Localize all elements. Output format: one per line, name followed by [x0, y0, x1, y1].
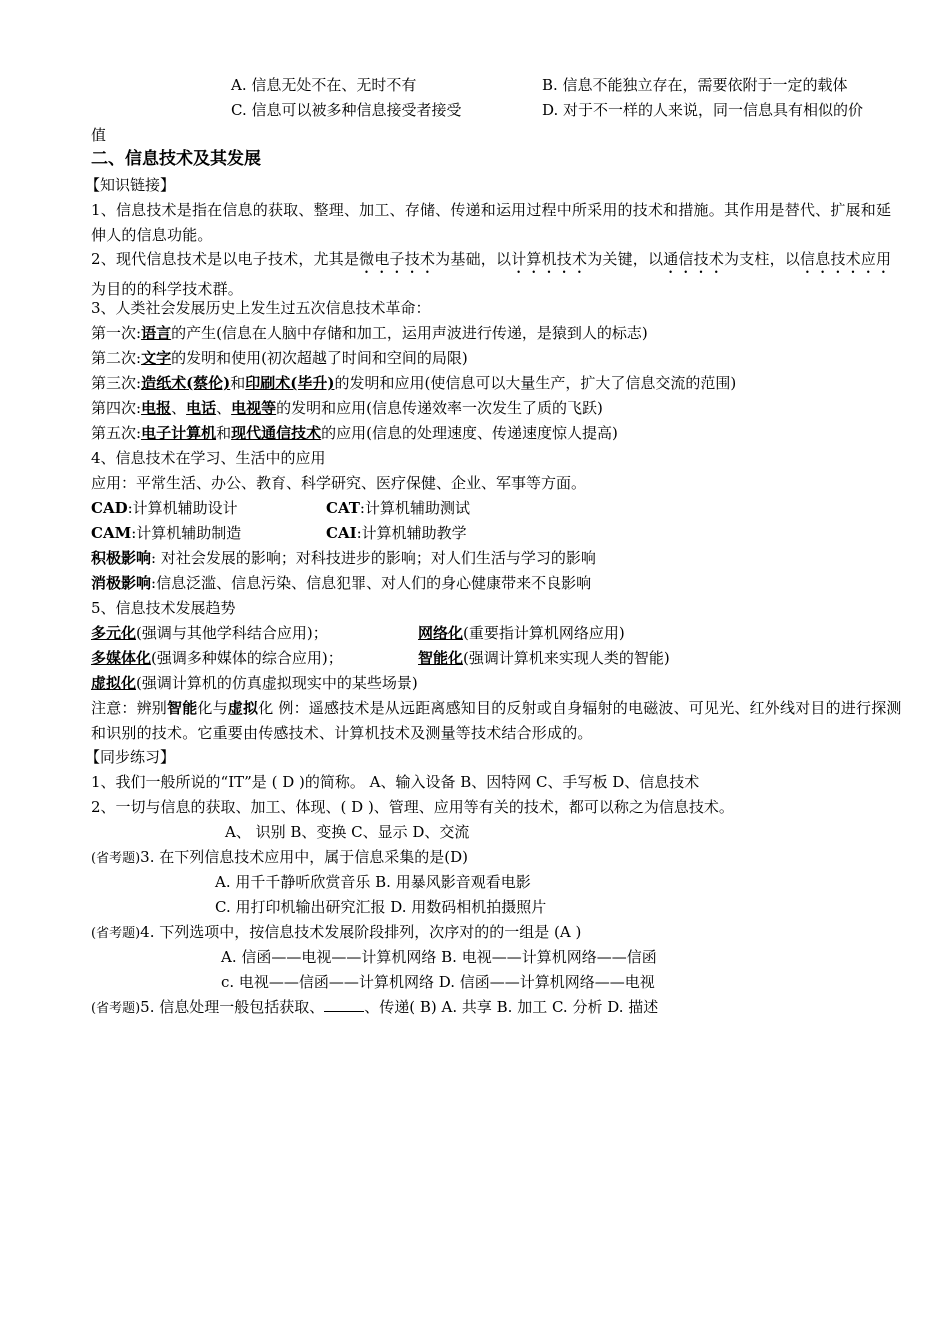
rev-keyword: 语言 [141, 324, 172, 342]
question-text: 5. 信息处理一般包括获取、 [140, 998, 325, 1016]
p2-text: 为目的的科学技术群。 [91, 280, 244, 298]
option-c: C. 信息可以被多种信息接受者接受 [231, 101, 462, 119]
rev-label: 第二次: [91, 349, 142, 367]
trend-key: 多元化 [91, 624, 137, 642]
rev-desc: 的发明和使用(初次超越了时间和空间的局限) [171, 349, 468, 367]
trend-key: 虚拟化 [91, 674, 137, 692]
revolution-4 [91, 397, 603, 419]
question-5 [91, 996, 658, 1018]
rev-joiner: 、 [171, 399, 187, 417]
impact-key: 积极影响 [91, 549, 152, 567]
rev-joiner: 和 [216, 424, 232, 442]
question-4-options-2: c. 电视——信函——计算机网络 D. 信函——计算机网络——电视 [221, 973, 655, 991]
rev-keyword: 电话 [186, 399, 217, 417]
question-text: 、传递( B) A. 共享 B. 加工 C. 分析 D. 描述 [364, 998, 659, 1016]
trend-key: 智能化 [418, 649, 464, 667]
rev-joiner: 、 [216, 399, 232, 417]
option-b: B. 信息不能独立存在，需要依附于一定的载体 [542, 76, 848, 94]
rev-desc: 的应用(信息的处理速度、传递速度惊人提高) [321, 424, 618, 442]
note-text: 化 例：遥感技术是从远距离感知目的反射或自身辐射的电磁波、可见光、红外线对目的进行探测和识别的技术。它重要由传感技术、计算机技术及测量等技术结合形成的。 [91, 699, 902, 742]
option-d-continuation: 值 [91, 126, 107, 144]
exam-tag: (省考题) [91, 851, 141, 866]
p2-text: 为支柱，以 [724, 250, 801, 268]
term-cai [326, 522, 467, 544]
knowledge-link-heading: 【知识链接】 [85, 176, 176, 194]
positive-impact [91, 547, 596, 569]
p2-emphasis-application: 信息技术应用 [800, 250, 892, 268]
revolution-3 [91, 372, 736, 394]
trend-value: (强调计算机来实现人类的智能) [463, 649, 670, 667]
paragraph-1: 1、信息技术是指在信息的获取、整理、加工、存储、传递和运用过程中所采用的技术和措施。其作用是替代、扩展和延伸人的信息功能。 [91, 201, 892, 244]
rev-label: 第一次: [91, 324, 142, 342]
revolution-1 [91, 322, 648, 344]
applications: 应用：平常生活、办公、教育、科学研究、医疗保健、企业、军事等方面。 [91, 474, 587, 492]
trend-diversification [91, 622, 328, 644]
rev-label: 第四次: [91, 399, 142, 417]
rev-keyword: 电子计算机 [141, 424, 217, 442]
rev-desc: 的产生(信息在人脑中存储和加工，运用声波进行传递，是猿到人的标志) [171, 324, 648, 342]
trend-networking [418, 622, 625, 644]
impact-value: :信息泛滥、信息污染、信息犯罪、对人们的身心健康带来不良影响 [151, 574, 592, 592]
revolution-5 [91, 422, 618, 444]
question-1: 1、我们一般所说的“IT”是 ( D )的简称。 A、输入设备 B、因特网 C、手写板 D、信息技术 [91, 773, 700, 791]
p2-text: 2、现代信息技术是以电子技术，尤其是 [91, 250, 360, 268]
rev-label: 第五次: [91, 424, 142, 442]
rev-keyword: 文字 [141, 349, 172, 367]
paragraph-5: 5、信息技术发展趋势 [91, 599, 236, 617]
rev-joiner: 和 [230, 374, 246, 392]
term-value: :计算机辅助教学 [356, 524, 467, 542]
rev-keyword: 电视等 [231, 399, 277, 417]
term-cam [91, 522, 241, 544]
section-title: 二、信息技术及其发展 [91, 149, 261, 169]
question-text: 4. 下列选项中，按信息技术发展阶段排列，次序对的的一组是 (A ) [140, 923, 582, 941]
term-key: CAT [326, 499, 360, 517]
rev-desc: 的发明和应用(使信息可以大量生产，扩大了信息交流的范围) [334, 374, 737, 392]
revolution-2 [91, 347, 468, 369]
question-4-options-1: A. 信函——电视——计算机网络 B. 电视——计算机网络——信函 [221, 948, 657, 966]
trend-key: 网络化 [418, 624, 464, 642]
rev-keyword: 现代通信技术 [231, 424, 322, 442]
term-value: :计算机辅助制造 [131, 524, 242, 542]
term-key: CAD [91, 499, 128, 517]
p2-emphasis-microelectronics: 微电子技术 [359, 250, 436, 268]
term-cat [326, 497, 470, 519]
rev-keyword: 造纸术(蔡伦) [141, 374, 231, 392]
trend-value: (强调多种媒体的综合应用)； [151, 649, 343, 667]
answer-blank[interactable] [324, 997, 364, 1012]
question-3 [91, 846, 468, 868]
exam-tag: (省考题) [91, 1001, 141, 1016]
exam-tag: (省考题) [91, 926, 141, 941]
trend-key: 多媒体化 [91, 649, 152, 667]
trend-value: (重要指计算机网络应用) [463, 624, 625, 642]
rev-keyword: 印刷术(毕升) [245, 374, 335, 392]
paragraph-3: 3、人类社会发展历史上发生过五次信息技术革命： [91, 299, 431, 317]
term-key: CAM [91, 524, 132, 542]
question-2-options: A、 识别 B、变换 C、显示 D、交流 [225, 823, 470, 841]
option-d: D. 对于不一样的人来说，同一信息具有相似的价 [542, 101, 864, 119]
trend-value: (强调与其他学科结合应用)； [136, 624, 328, 642]
impact-value: : 对社会发展的影响；对科技进步的影响；对人们生活与学习的影响 [151, 549, 596, 567]
note-text: 化与 [197, 699, 228, 717]
term-cad [91, 497, 238, 519]
p2-text: 为关键，以 [587, 250, 664, 268]
term-value: :计算机辅助测试 [359, 499, 470, 517]
question-2: 2、一切与信息的获取、加工、体现、( D )、管理、应用等有关的技术，都可以称之为信息技术。 [91, 798, 734, 816]
impact-key: 消极影响 [91, 574, 152, 592]
p2-emphasis-communication: 通信技术 [663, 250, 725, 268]
paragraph-4: 4、信息技术在学习、生活中的应用 [91, 449, 326, 467]
p2-text: 为基础，以 [435, 250, 512, 268]
note-keyword: 虚拟 [227, 699, 259, 717]
paragraph-2 [91, 247, 905, 302]
term-key: CAI [326, 524, 357, 542]
rev-keyword: 电报 [141, 399, 172, 417]
negative-impact [91, 572, 591, 594]
trend-value: (强调计算机的仿真虚拟现实中的某些场景) [136, 674, 418, 692]
question-3-options-2: C. 用打印机输出研究汇报 D. 用数码相机拍摄照片 [215, 898, 547, 916]
rev-desc: 的发明和应用(信息传递效率一次发生了质的飞跃) [276, 399, 603, 417]
question-4 [91, 921, 581, 943]
option-a: A. 信息无处不在、无时不有 [231, 76, 417, 94]
note-keyword: 智能 [167, 699, 198, 717]
practice-heading: 【同步练习】 [85, 748, 176, 766]
trend-intelligence [418, 647, 670, 669]
note-text: 注意：辨别 [91, 699, 168, 717]
trend-multimedia [91, 647, 343, 669]
term-value: :计算机辅助设计 [127, 499, 238, 517]
question-text: 3. 在下列信息技术应用中，属于信息采集的是(D) [140, 848, 468, 866]
question-3-options-1: A. 用千千静听欣赏音乐 B. 用暴风影音观看电影 [215, 873, 531, 891]
trend-virtualization [91, 672, 418, 694]
rev-label: 第三次: [91, 374, 142, 392]
p2-emphasis-computer: 计算机技术 [511, 250, 588, 268]
note-paragraph [91, 696, 905, 746]
